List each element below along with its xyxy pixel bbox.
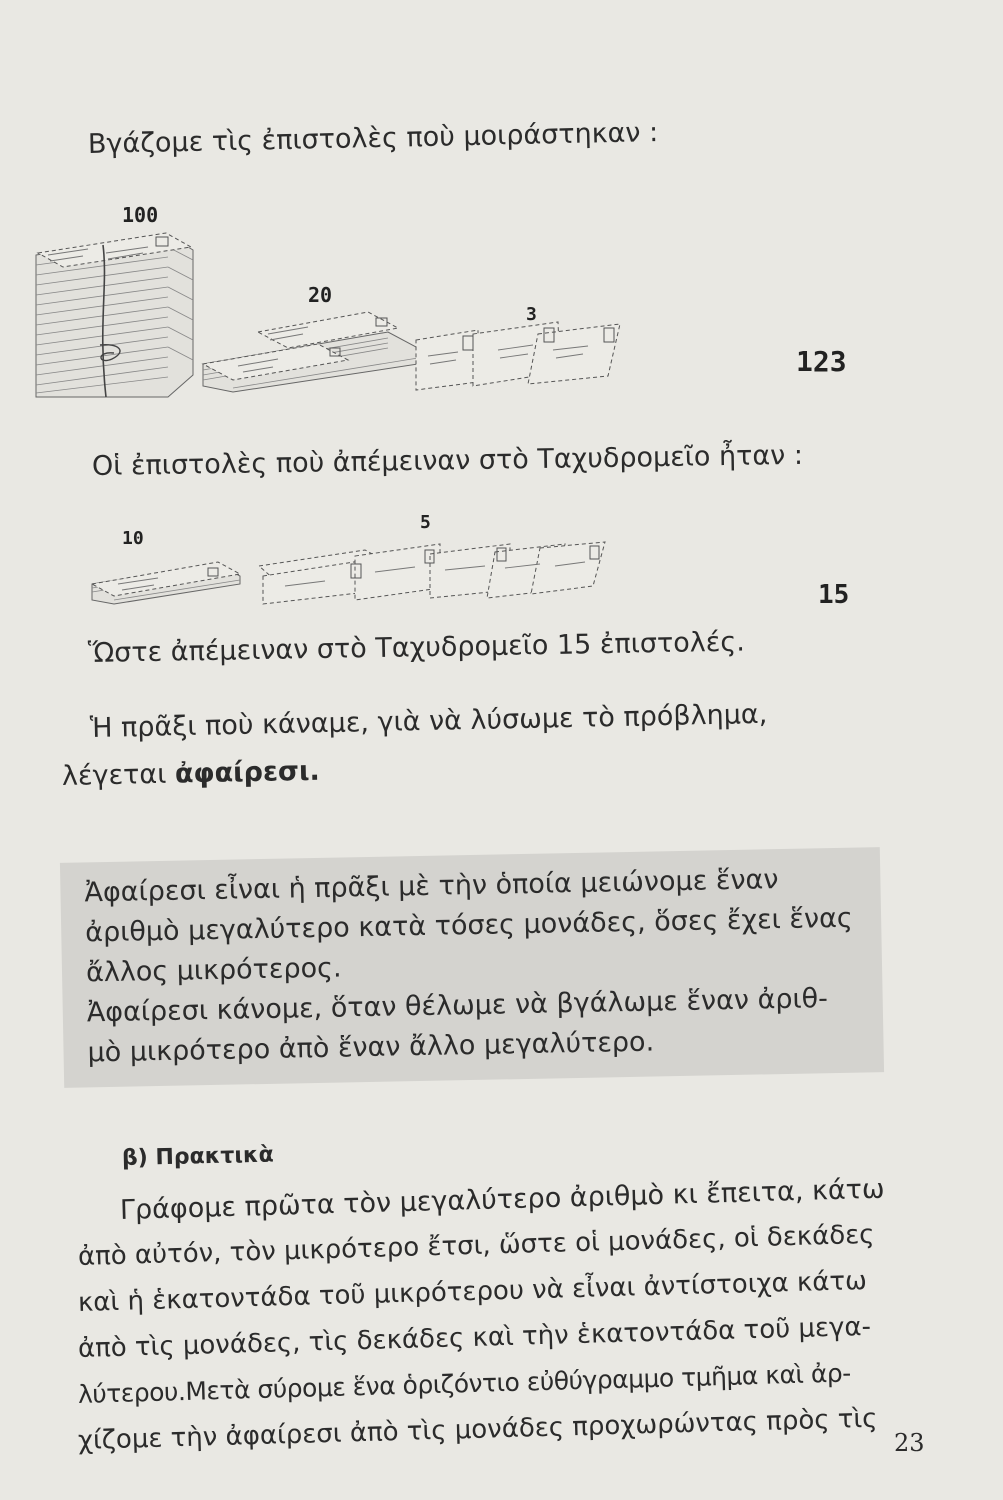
definition-line-1: Ἀφαίρεσι εἶναι ἡ πρᾶξι μὲ τὴν ὁποία μειώνομε ἕναν [84, 864, 779, 909]
label-5: 5 [420, 512, 431, 533]
operation-line-2 [62, 753, 321, 796]
definition-line-4: Ἀφαίρεσι κάνομε, ὅταν θέλωμε νὰ βγάλωμε ἕναν ἀριθ- [86, 983, 829, 1029]
label-15: 15 [818, 580, 850, 610]
section-heading: β) Πρακτικὰ [121, 1142, 274, 1171]
practical-line-4: ἀπὸ τὶς μονάδες, τὶς δεκάδες καὶ τὴν ἑκατοντάδα τοῦ μεγα- [77, 1311, 872, 1364]
envelopes-5-icon [255, 536, 610, 606]
operation-line-1: Ἡ πρᾶξι ποὺ κάναμε, γιὰ νὰ λύσωμε τὸ πρόβλημα, [89, 698, 768, 744]
label-3: 3 [526, 304, 537, 325]
remaining-text: Οἱ ἐπιστολὲς ποὺ ἀπέμειναν στὸ Ταχυδρομεῖο ἦταν : [91, 439, 804, 482]
operation-prefix: λέγεται [61, 758, 176, 792]
practical-line-1: Γράφομε πρῶτα τὸν μεγαλύτερο ἀριθμὸ κι ἔπειτα, κάτω [119, 1173, 885, 1226]
label-20: 20 [308, 283, 333, 307]
envelope-stack-100-icon [28, 225, 198, 400]
practical-line-6: χίζομε τὴν ἀφαίρεσι ἀπὸ τὶς μονάδες προχωρώντας πρὸς τὶς [77, 1403, 878, 1456]
definition-line-2: ἀριθμὸ μεγαλύτερο κατὰ τόσες μονάδες, ὅσες ἔχει ἕνας [84, 902, 853, 949]
envelope-stack-20-icon [198, 302, 423, 392]
definition-line-5: μὸ μικρότερο ἀπὸ ἕναν ἄλλο μεγαλύτερο. [87, 1026, 655, 1069]
definition-line-3: ἄλλος μικρότερος. [85, 952, 342, 989]
operation-term: ἀφαίρεσι. [174, 755, 321, 790]
practical-line-5: λύτερου.Μετὰ σύρομε ἕνα ὁριζόντιο εὐθύγραμμο τμῆμα καὶ ἀρ- [77, 1358, 852, 1409]
envelope-stack-10-icon [88, 548, 248, 604]
label-10: 10 [122, 528, 144, 549]
definition-box [60, 847, 884, 1088]
conclusion-text: Ὥστε ἀπέμειναν στὸ Ταχυδρομεῖο 15 ἐπιστολές. [87, 626, 746, 669]
label-123: 123 [796, 345, 847, 378]
envelopes-3-icon [408, 320, 628, 392]
practical-line-3: καὶ ἡ ἑκατοντάδα τοῦ μικρότερου νὰ εἶναι ἀντίστοιχα κάτω [77, 1265, 868, 1318]
intro-text: Βγάζομε τὶς ἐπιστολὲς ποὺ μοιράστηκαν : [87, 117, 659, 160]
page-number: 23 [894, 1429, 925, 1457]
label-100: 100 [122, 203, 159, 227]
practical-line-2: ἀπὸ αὐτόν, τὸν μικρότερο ἔτσι, ὥστε οἱ μονάδες, οἱ δεκάδες [77, 1219, 875, 1272]
